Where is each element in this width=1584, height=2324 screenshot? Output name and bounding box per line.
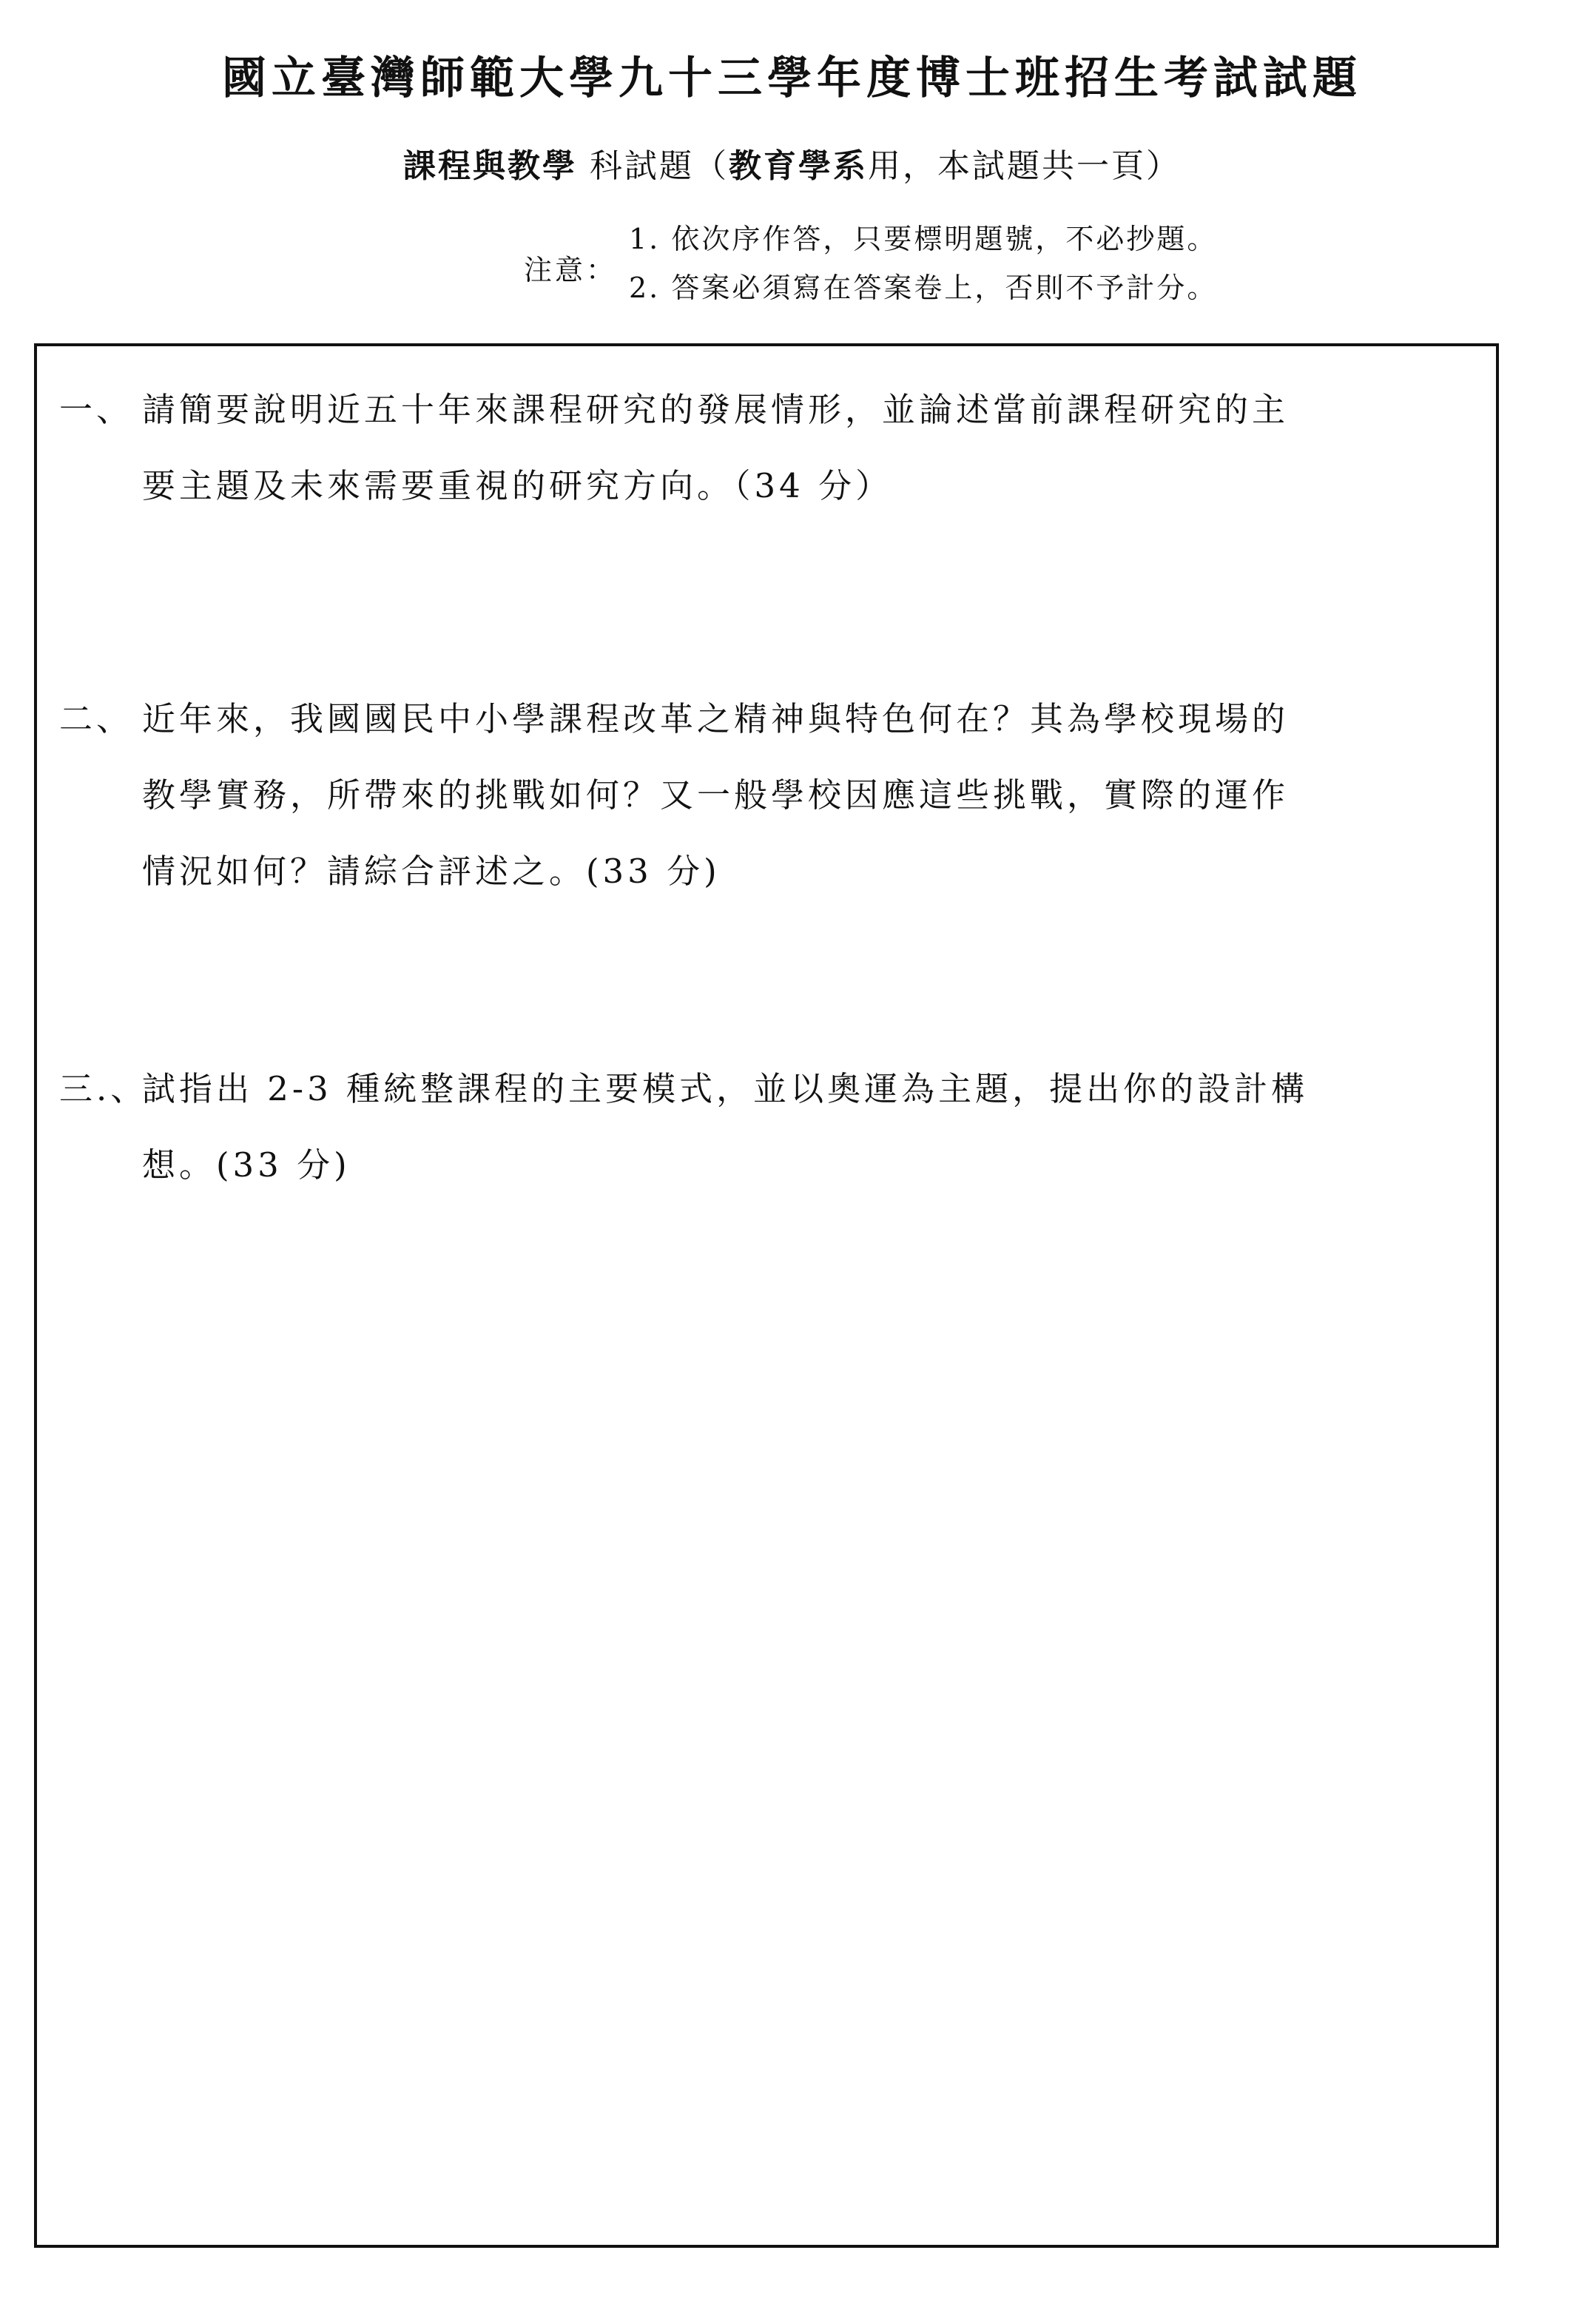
question-text-line: 教學實務，所帶來的挑戰如何？又一般學校因應這些挑戰，實際的運作 — [142, 775, 1290, 815]
subject-suffix: 科試題（ — [577, 147, 729, 185]
question-text-line: 近年來，我國國民中小學課程改革之精神與特色何在？其為學校現場的 — [142, 699, 1290, 738]
question-text-line: 情況如何？請綜合評述之。(33 分) — [142, 852, 721, 891]
question-text-line: 請簡要說明近五十年來課程研究的發展情形，並論述當前課程研究的主 — [142, 390, 1290, 429]
question-number: 三.、 — [59, 1069, 148, 1108]
notice-label: 注意： — [524, 254, 618, 286]
question-number: 二、 — [59, 699, 134, 738]
department-suffix: 用，本試題共一頁） — [868, 147, 1181, 185]
subject-name: 課程與教學 — [403, 147, 577, 185]
question-text-line: 試指出 2-3 種統整課程的主要模式，並以奧運為主題，提出你的設計構 — [142, 1069, 1309, 1108]
question-number: 一、 — [59, 390, 134, 429]
department-name: 教育學系 — [729, 147, 868, 185]
question-text-line: 想。(33 分) — [142, 1145, 351, 1185]
question-text-line: 要主題及未來需要重視的研究方向。（34 分） — [142, 466, 893, 505]
notice-item: 2. 答案必須寫在答案卷上，否則不予計分。 — [629, 272, 1218, 304]
notice-item: 1. 依次序作答，只要標明題號，不必抄題。 — [629, 223, 1218, 255]
question-frame — [34, 343, 1499, 2248]
exam-subtitle — [0, 139, 1584, 186]
exam-title: 國立臺灣師範大學九十三學年度博士班招生考試試題 — [222, 53, 1362, 104]
